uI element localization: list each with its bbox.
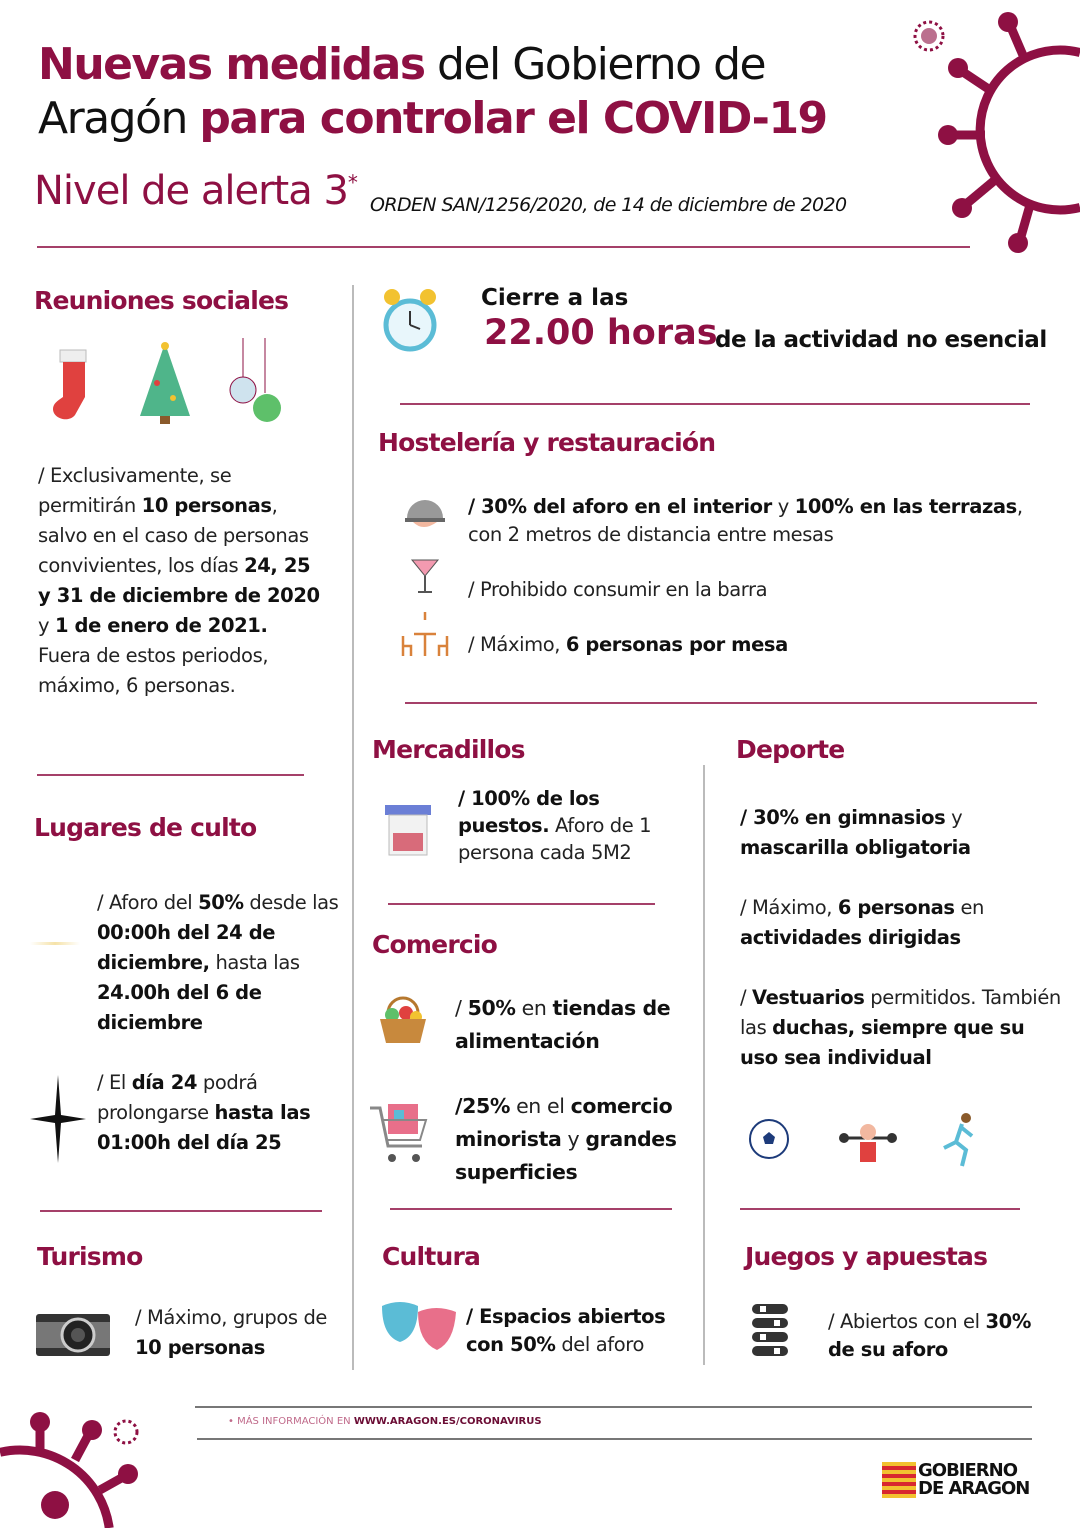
text-segment: /	[740, 986, 752, 1009]
text-segment: , salvo en el caso de personas convivientes, los días	[38, 494, 309, 577]
section-title-comercio: Comercio	[372, 930, 498, 959]
text-segment: actividades dirigidas	[740, 926, 961, 949]
text-segment: / El	[97, 1071, 132, 1094]
theater-masks-icon	[380, 1300, 458, 1354]
comercio-item-1	[455, 992, 695, 1058]
text-segment: / Máximo,	[468, 633, 566, 656]
christmas-tree-icon	[135, 338, 195, 428]
text-segment: Aragón	[38, 93, 200, 144]
section-title-juegos: Juegos y apuestas	[745, 1242, 988, 1271]
small-virus-icon	[108, 1414, 144, 1450]
market-stall-icon	[383, 803, 433, 857]
text-segment: Nuevas medidas	[38, 39, 425, 90]
text-segment: Fuera de estos periodos, máximo, 6 personas.	[38, 644, 269, 697]
divider	[740, 1208, 1020, 1210]
text-segment: hasta las	[209, 951, 300, 974]
mercadillos-text	[458, 785, 688, 866]
more-info	[228, 1416, 542, 1427]
hosteleria-item-2	[468, 575, 1038, 605]
text-segment: hasta las 01:00h del día 25	[97, 1101, 311, 1154]
cultura-text	[466, 1303, 691, 1359]
text-segment: 50%	[467, 996, 516, 1020]
section-title-culto: Lugares de culto	[34, 813, 257, 842]
text-segment: tiendas de alimentación	[455, 996, 671, 1053]
column-divider	[703, 765, 705, 1365]
text-segment: 00:00h del 24 de diciembre,	[97, 921, 276, 974]
alert-level	[34, 168, 357, 214]
text-segment: / Espacios abiertos con 50%	[466, 1305, 666, 1356]
text-segment: 24.00h del 6 de diciembre	[97, 981, 262, 1034]
text-segment: / Abiertos con el	[828, 1310, 986, 1333]
text-segment: 50%	[198, 891, 244, 914]
more-info-link[interactable]: WWW.ARAGON.ES/CORONAVIRUS	[353, 1416, 542, 1427]
cocktail-icon	[410, 552, 440, 596]
christmas-ornaments-icon	[225, 338, 285, 428]
text-segment: podrá prolongarse	[97, 1071, 258, 1124]
divider	[400, 403, 1030, 405]
star-icon	[30, 1075, 86, 1163]
divider	[197, 1438, 1032, 1440]
christmas-stocking-icon	[45, 342, 100, 427]
text-segment: del Gobierno de	[424, 39, 766, 90]
text-segment: permitidos. También las	[740, 986, 1061, 1039]
text-segment: / Máximo,	[740, 896, 838, 919]
text-segment: para controlar el COVID-19	[199, 93, 827, 144]
comercio-item-2	[455, 1090, 700, 1189]
text-segment: en el	[509, 1094, 571, 1118]
logo-text: DE ARAGON	[918, 1478, 1030, 1499]
page-title	[38, 38, 827, 146]
column-divider	[352, 285, 354, 1370]
weightlifting-icon	[838, 1118, 898, 1166]
soccer-ball-icon	[748, 1118, 790, 1160]
text-segment: 6 personas	[837, 896, 955, 919]
closing-label: Cierre a las	[481, 285, 629, 311]
divider	[37, 246, 970, 248]
text-segment: Aforo de 1 persona cada 5M2	[458, 814, 652, 864]
closing-scope: de la actividad no esencial	[715, 327, 1047, 353]
divider	[388, 903, 655, 905]
text-segment: y	[771, 495, 795, 518]
divider	[37, 774, 304, 776]
text-segment: , con 2 metros de distancia entre mesas	[468, 495, 1023, 546]
order-reference: ORDEN SAN/1256/2020, de 14 de diciembre de 2020	[370, 194, 847, 216]
text-segment: 10 personas	[135, 1336, 265, 1359]
text-segment: 10 personas	[141, 494, 272, 517]
turismo-text	[135, 1303, 335, 1363]
text-segment: 24, 25 y 31 de diciembre de 2020	[38, 554, 320, 607]
text-segment: 30% de su aforo	[828, 1310, 1031, 1361]
text-segment: comercio minorista	[455, 1094, 673, 1151]
culto-item-2	[97, 1068, 337, 1158]
reuniones-text	[38, 461, 323, 701]
text-segment: día 24	[131, 1071, 198, 1094]
text-segment: Vestuarios	[751, 986, 865, 1009]
culto-item-1	[97, 888, 347, 1038]
text-segment: en	[954, 896, 984, 919]
deporte-item-1	[740, 803, 1060, 863]
text-segment: duchas, siempre que su uso sea individual	[740, 1016, 1025, 1069]
text-segment: desde las	[243, 891, 339, 914]
small-virus-icon	[905, 12, 953, 60]
gobierno-aragon-logo	[882, 1462, 1029, 1498]
hosteleria-item-1	[468, 493, 1038, 549]
divider	[390, 1208, 672, 1210]
closing-time: 22.00 horas	[484, 313, 718, 353]
text-segment: y	[561, 1127, 586, 1151]
hosteleria-item-3	[468, 630, 1038, 660]
text-segment: / 30% del aforo en el interior	[468, 495, 772, 518]
text-segment: grandes superficies	[455, 1127, 677, 1184]
runner-icon	[940, 1112, 980, 1168]
text-segment: / Prohibido consumir en la barra	[468, 578, 768, 601]
text-segment: y	[945, 806, 963, 829]
alert-footnote-mark: *	[347, 170, 357, 195]
divider	[40, 1210, 322, 1212]
casino-chips-icon	[748, 1302, 792, 1358]
light-icon	[30, 942, 80, 945]
logo-text: GOBIERNO	[918, 1460, 1018, 1481]
section-title-hosteleria: Hostelería y restauración	[378, 428, 716, 457]
section-title-cultura: Cultura	[382, 1242, 481, 1271]
deporte-item-3	[740, 983, 1065, 1073]
aragon-flag-icon	[882, 1462, 916, 1498]
section-title-reuniones: Reuniones sociales	[34, 286, 289, 315]
juegos-text	[828, 1308, 1048, 1364]
text-segment: / 100% de los puestos.	[458, 787, 600, 837]
deporte-item-2	[740, 893, 1060, 953]
more-info-label: • MÁS INFORMACIÓN EN	[228, 1416, 354, 1427]
text-segment: del aforo	[555, 1333, 644, 1356]
text-segment: y	[38, 614, 55, 637]
text-segment: /	[455, 996, 468, 1020]
divider	[195, 1406, 1032, 1408]
divider	[405, 702, 1037, 704]
text-segment: /25%	[455, 1094, 510, 1118]
section-title-mercadillos: Mercadillos	[372, 735, 525, 764]
grocery-basket-icon	[376, 993, 430, 1045]
alert-level-text: Nivel de alerta 3	[34, 168, 348, 214]
text-segment: mascarilla obligatoria	[740, 836, 971, 859]
camera-icon	[36, 1308, 110, 1356]
text-segment: 100% en las terrazas	[794, 495, 1017, 518]
food-cloche-icon	[403, 492, 447, 532]
text-segment: / 30% en gimnasios	[740, 806, 946, 829]
text-segment: 6 personas por mesa	[565, 633, 788, 656]
text-segment: 1 de enero de 2021.	[54, 614, 268, 637]
text-segment: / Aforo del	[97, 891, 199, 914]
shopping-cart-icon	[368, 1100, 430, 1166]
alarm-clock-icon	[380, 285, 440, 357]
text-segment: / Exclusivamente, se permitirán	[38, 464, 232, 517]
section-title-turismo: Turismo	[37, 1242, 143, 1271]
section-title-deporte: Deporte	[736, 735, 845, 764]
text-segment: en	[515, 996, 553, 1020]
table-chairs-icon	[400, 612, 450, 660]
text-segment: / Máximo, grupos de	[135, 1306, 328, 1329]
